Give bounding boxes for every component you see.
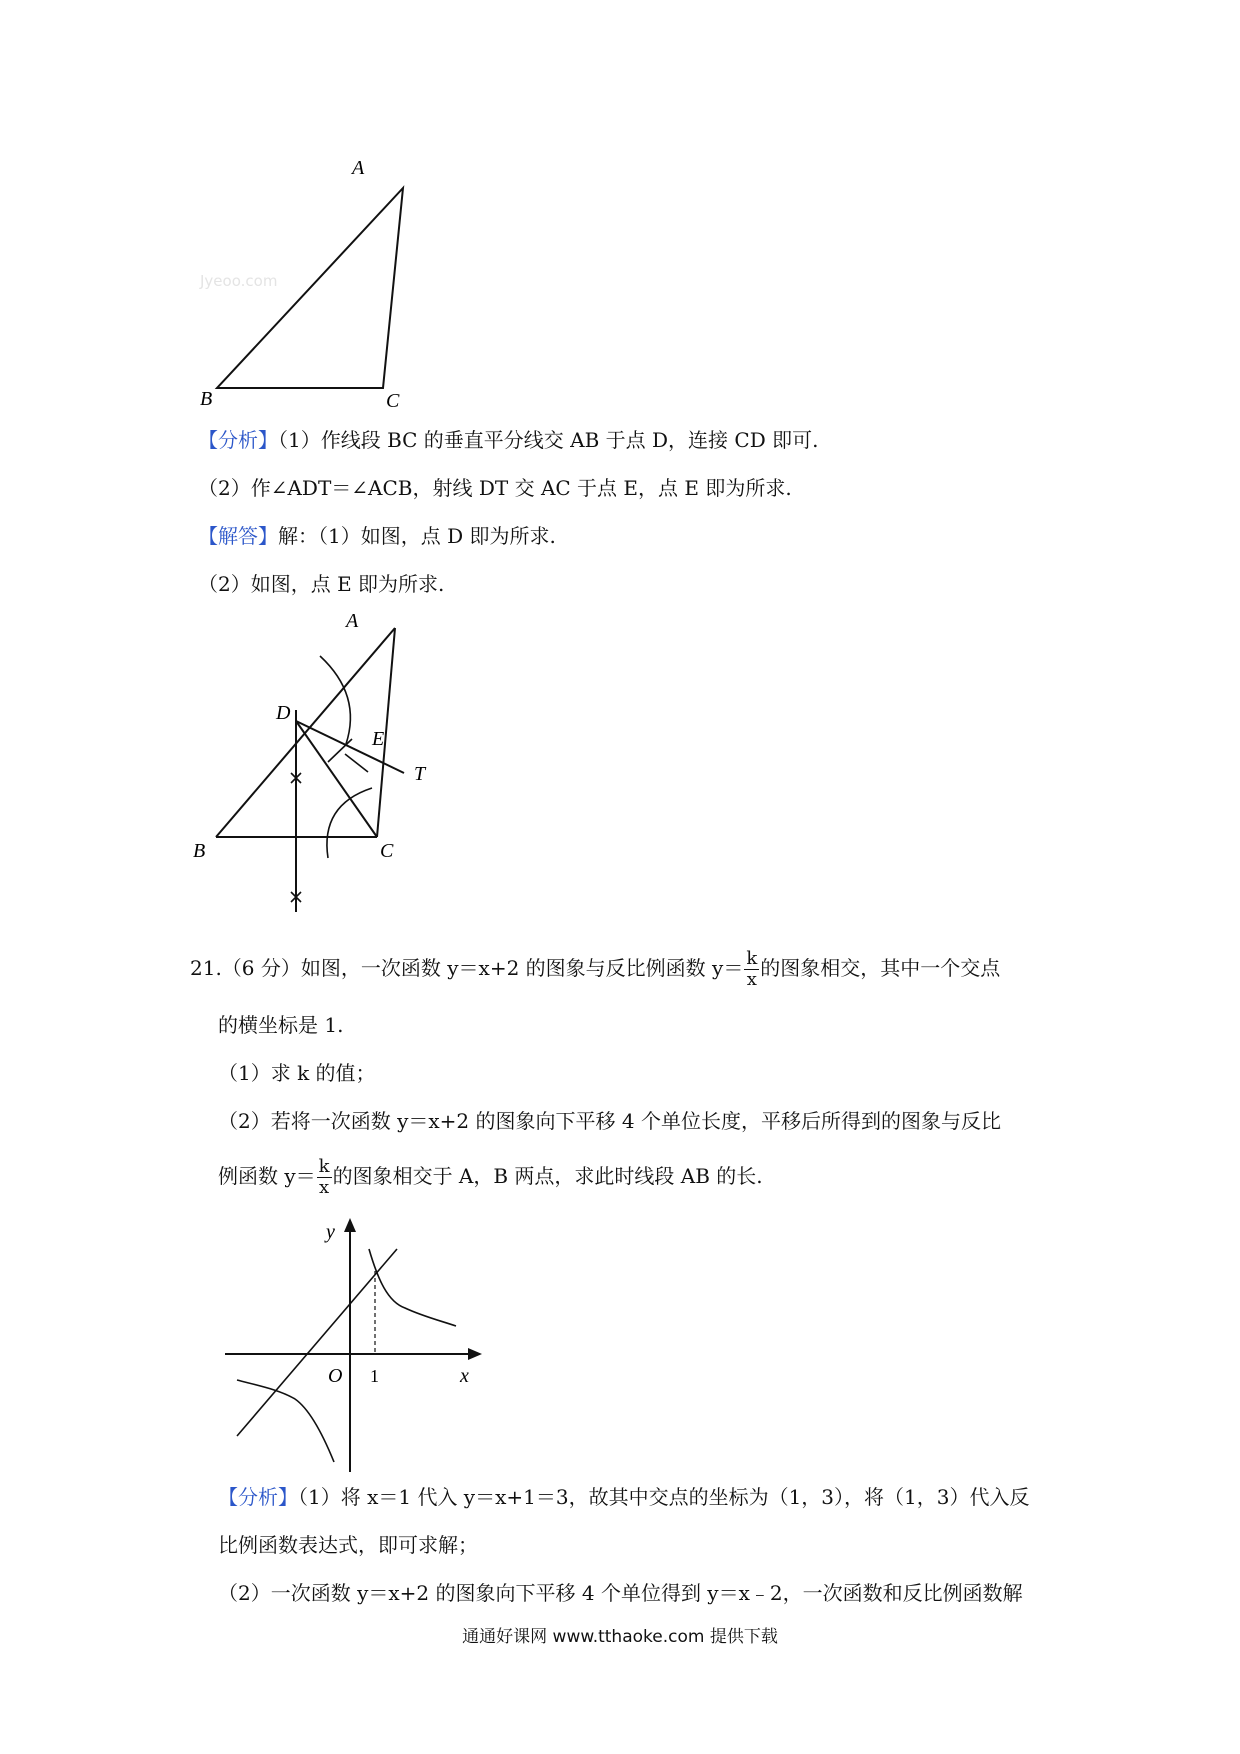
- figure-construction: [193, 610, 500, 910]
- problem21-stem-line2: 的横坐标是 1.: [218, 1013, 344, 1037]
- problem21-q2-line1: （2）若将一次函数 y＝x+2 的图象向下平移 4 个单位长度，平移后所得到的图象与反比: [218, 1109, 1001, 1133]
- analysis2-line3: （2）一次函数 y＝x+2 的图象向下平移 4 个单位得到 y＝x﹣2，一次函数和反比例函数解: [218, 1581, 1023, 1605]
- analysis2-line2: 比例函数表达式，即可求解；: [218, 1533, 478, 1557]
- problem21-q2-line2: 例函数 y＝ $\frac{k}{x}$ 的图象相交于 A，B 两点，求此时线段 AB 的长.: [218, 1156, 763, 1198]
- hyperbola-branch-2: [237, 1380, 334, 1462]
- line-graph: [237, 1249, 397, 1436]
- watermark: Jyeoo.com: [200, 272, 278, 290]
- label-x: x: [460, 1365, 469, 1387]
- label-t: T: [414, 763, 426, 785]
- construction-arc-c: [327, 788, 372, 858]
- label-a: A: [346, 610, 359, 632]
- hyperbola-branch-1: [369, 1249, 456, 1326]
- analysis1-line1: 【分析】（1）作线段 BC 的垂直平分线交 AB 于点 D，连接 CD 即可.: [198, 428, 819, 452]
- label-y: y: [326, 1221, 335, 1243]
- label-b: B: [200, 388, 213, 410]
- label-e: E: [372, 728, 385, 750]
- label-one: 1: [370, 1366, 379, 1386]
- figure-triangle-abc: [200, 150, 460, 410]
- label-o: O: [328, 1365, 343, 1387]
- label-c: C: [380, 840, 394, 862]
- construction-arc-d: [320, 656, 350, 744]
- analysis-tag: 【分析】: [198, 428, 278, 452]
- problem21-q1: （1）求 k 的值；: [218, 1061, 376, 1085]
- y-axis-arrow-icon: [344, 1218, 356, 1232]
- label-c: C: [386, 390, 400, 412]
- fraction-k-over-x: $\frac{k}{x}$: [746, 948, 758, 990]
- fraction-k-over-x: $\frac{k}{x}$: [318, 1156, 330, 1198]
- answer1-line2: （2）如图，点 E 即为所求.: [198, 572, 445, 596]
- answer1-line1: 【解答】解：（1）如图，点 D 即为所求.: [198, 524, 556, 548]
- label-d: D: [276, 702, 291, 724]
- analysis-tag: 【分析】: [218, 1485, 298, 1509]
- label-b: B: [193, 840, 206, 862]
- analysis2-line1: 【分析】（1）将 x＝1 代入 y＝x+1＝3，故其中交点的坐标为（1，3），将（1，3）代入反: [218, 1485, 1030, 1509]
- label-a: A: [352, 157, 365, 179]
- problem21-stem: 21.（6 分）如图，一次函数 y＝x+2 的图象与反比例函数 y＝ $\frac{k}{x}$ 的图象相交，其中一个交点: [190, 948, 1001, 990]
- figure-function-graph: [220, 1210, 490, 1480]
- analysis1-line2: （2）作∠ADT＝∠ACB，射线 DT 交 AC 于点 E，点 E 即为所求.: [198, 476, 792, 500]
- page-footer: 通通好课网 www.tthaoke.com 提供下载: [462, 1627, 778, 1647]
- answer-tag: 【解答】: [198, 524, 278, 548]
- x-axis-arrow-icon: [468, 1348, 482, 1360]
